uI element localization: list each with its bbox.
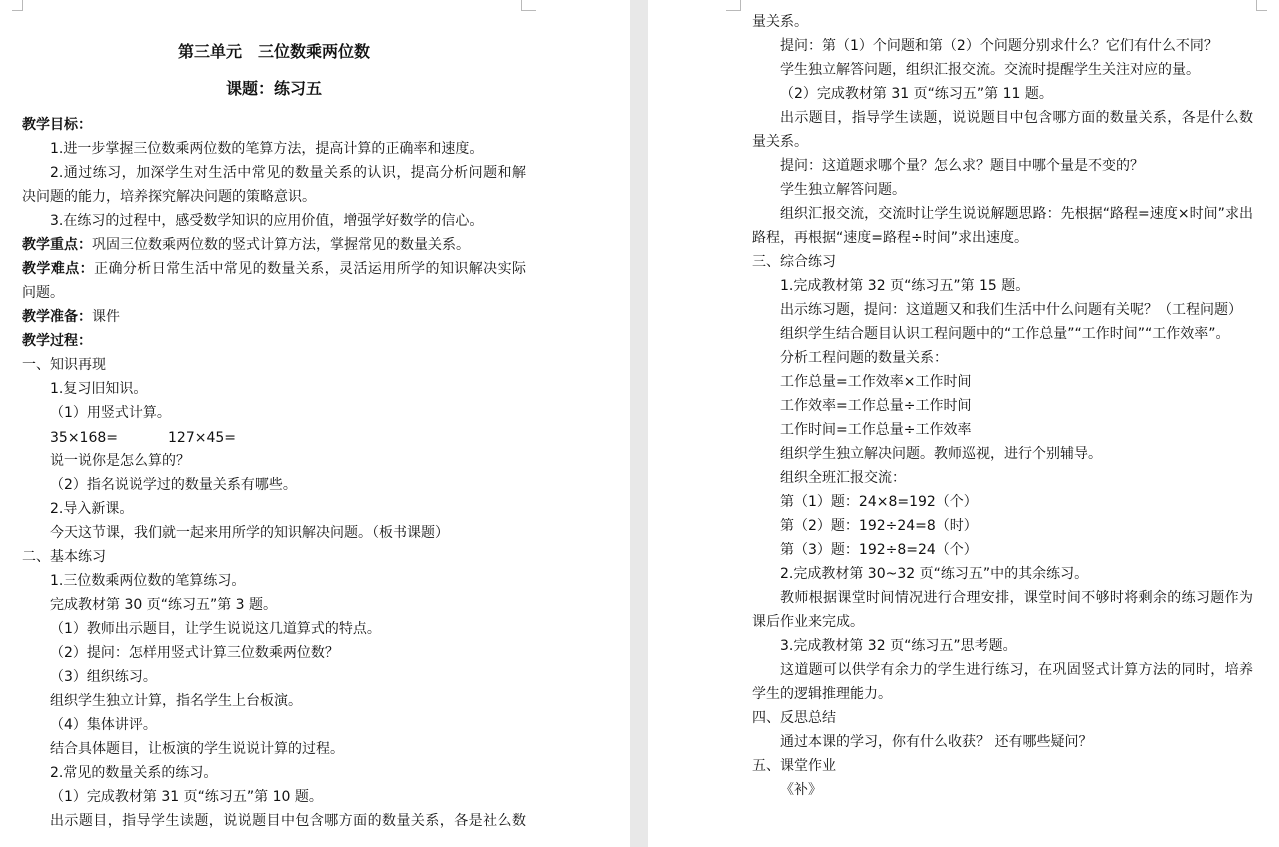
section-heading-4: 四、反思总结 (752, 710, 836, 726)
key-text: 巩固三位数乘两位数的竖式计算方法，掌握常见的数量关系。 (92, 237, 470, 253)
answer-line: 第（3）题：192÷8=24（个） (780, 542, 978, 558)
answer-line: 第（2）题：192÷24=8（时） (780, 518, 978, 534)
margin-corner-mark (12, 0, 23, 11)
difficulty-text: 正确分析日常生活中常见的数量关系，灵活运用所学的知识解决实际 (94, 261, 527, 277)
paragraph: 出示题目，指导学生读题，说说题目中包含哪方面的数量关系，各是什么数 (780, 110, 1253, 126)
paragraph: 组织学生独立计算，指名学生上台板演。 (50, 693, 302, 709)
key-point (22, 235, 526, 255)
goal-2-line-2: 决问题的能力，培养探究解决问题的策略意识。 (22, 189, 316, 205)
calculation-line (22, 428, 526, 448)
section-heading-5: 五、课堂作业 (752, 758, 836, 774)
document-page-right (648, 0, 1279, 847)
goals-label: 教学目标： (22, 117, 92, 133)
margin-corner-mark (521, 0, 536, 11)
paragraph: 完成教材第 30 页“练习五”第 3 题。 (50, 597, 278, 613)
formula-line: 工作总量=工作效率×工作时间 (780, 374, 972, 390)
lesson-subtitle: 课题：练习五 (225, 79, 322, 98)
document-title: 第三单元 三位数乘两位数 (177, 42, 370, 61)
paragraph: 组织汇报交流，交流时让学生说说解题思路：先根据“路程=速度×时间”求出 (780, 206, 1253, 222)
paragraph: 1.复习旧知识。 (50, 381, 148, 397)
paragraph: 学生独立解答问题。 (780, 182, 906, 198)
key-label: 教学重点： (22, 237, 92, 253)
paragraph: （1）完成教材第 31 页“练习五”第 10 题。 (50, 789, 323, 805)
difficulty-line-2: 问题。 (22, 285, 64, 301)
paragraph: 组织全班汇报交流： (780, 470, 906, 486)
paragraph: 今天这节课，我们就一起来用所学的知识解决问题。（板书课题） (50, 525, 449, 541)
section-heading-2: 二、基本练习 (22, 549, 106, 565)
paragraph: 路程，再根据“速度=路程÷时间”求出速度。 (752, 230, 1028, 246)
paragraph: 1.三位数乘两位数的笔算练习。 (50, 573, 246, 589)
paragraph: 通过本课的学习，你有什么收获？ 还有哪些疑问？ (780, 734, 1093, 750)
formula-line: 工作时间=工作总量÷工作效率 (780, 422, 972, 438)
paragraph: 教师根据课堂时间情况进行合理安排，课堂时间不够时将剩余的练习题作为 (780, 590, 1253, 606)
paragraph: （4）集体讲评。 (50, 717, 157, 733)
paragraph: 提问：第（1）个问题和第（2）个问题分别求什么？它们有什么不同？ (780, 38, 1218, 54)
paragraph: 2.完成教材第 30~32 页“练习五”中的其余练习。 (780, 566, 1089, 582)
difficulty-label: 教学难点： (22, 261, 95, 277)
paragraph: 出示练习题，提问：这道题又和我们生活中什么问题有关呢？（工程问题） (780, 302, 1242, 318)
paragraph: （2）指名说说学过的数量关系有哪些。 (50, 477, 297, 493)
paragraph: 3.完成教材第 32 页“练习五”思考题。 (780, 638, 1017, 654)
paragraph: 量关系。 (752, 14, 808, 30)
paragraph: 2.导入新课。 (50, 501, 134, 517)
process-label: 教学过程： (22, 333, 92, 349)
goal-2-line-1: 2.通过练习，加深学生对生活中常见的数量关系的认识，提高分析问题和解 (50, 165, 526, 181)
paragraph: 结合具体题目，让板演的学生说说计算的过程。 (50, 741, 344, 757)
paragraph: 组织学生独立解决问题。教师巡视，进行个别辅导。 (780, 446, 1102, 462)
paragraph: 组织学生结合题目认识工程问题中的“工作总量”“工作时间”“工作效率”。 (780, 326, 1230, 342)
preparation (22, 307, 526, 327)
paragraph: 这道题可以供学有余力的学生进行练习，在巩固竖式计算方法的同时，培养 (780, 662, 1253, 678)
calculation-2: 127×45= (168, 430, 236, 446)
section-heading-1: 一、知识再现 (22, 357, 106, 373)
paragraph: 说一说你是怎么算的？ (50, 453, 190, 469)
paragraph: （1）用竖式计算。 (50, 405, 171, 421)
formula-line: 工作效率=工作总量÷工作时间 (780, 398, 972, 414)
paragraph: 学生独立解答问题，组织汇报交流。交流时提醒学生关注对应的量。 (780, 62, 1200, 78)
paragraph: （1）教师出示题目，让学生说说这几道算式的特点。 (50, 621, 381, 637)
margin-corner-mark (726, 0, 741, 11)
paragraph: 提问：这道题求哪个量？怎么求？题目中哪个量是不变的？ (780, 158, 1144, 174)
answer-line: 第（1）题：24×8=192（个） (780, 494, 978, 510)
goal-1: 1.进一步掌握三位数乘两位数的笔算方法，提高计算的正确率和速度。 (50, 141, 484, 157)
paragraph: 出示题目，指导学生读题，说说题目中包含哪方面的数量关系，各是社么数 (50, 813, 526, 829)
paragraph: 1.完成教材第 32 页“练习五”第 15 题。 (780, 278, 1030, 294)
prep-text: 课件 (92, 309, 120, 325)
prep-label: 教学准备： (22, 309, 92, 325)
document-page-left (0, 0, 630, 847)
paragraph: （3）组织练习。 (50, 669, 157, 685)
paragraph: 课后作业来完成。 (752, 614, 864, 630)
difficulty-line-1 (22, 259, 526, 279)
margin-corner-mark (1256, 0, 1267, 11)
paragraph: 2.常见的数量关系的练习。 (50, 765, 218, 781)
paragraph: 量关系。 (752, 134, 808, 150)
paragraph: 学生的逻辑推理能力。 (752, 686, 892, 702)
paragraph: 《补》 (780, 782, 822, 798)
calculation-1: 35×168= (50, 430, 118, 446)
section-heading-3: 三、综合练习 (752, 254, 836, 270)
paragraph: （2）完成教材第 31 页“练习五”第 11 题。 (780, 86, 1053, 102)
paragraph: 分析工程问题的数量关系： (780, 350, 948, 366)
goal-3: 3.在练习的过程中，感受数学知识的应用价值，增强学好数学的信心。 (50, 213, 484, 229)
paragraph: （2）提问：怎样用竖式计算三位数乘两位数？ (50, 645, 339, 661)
